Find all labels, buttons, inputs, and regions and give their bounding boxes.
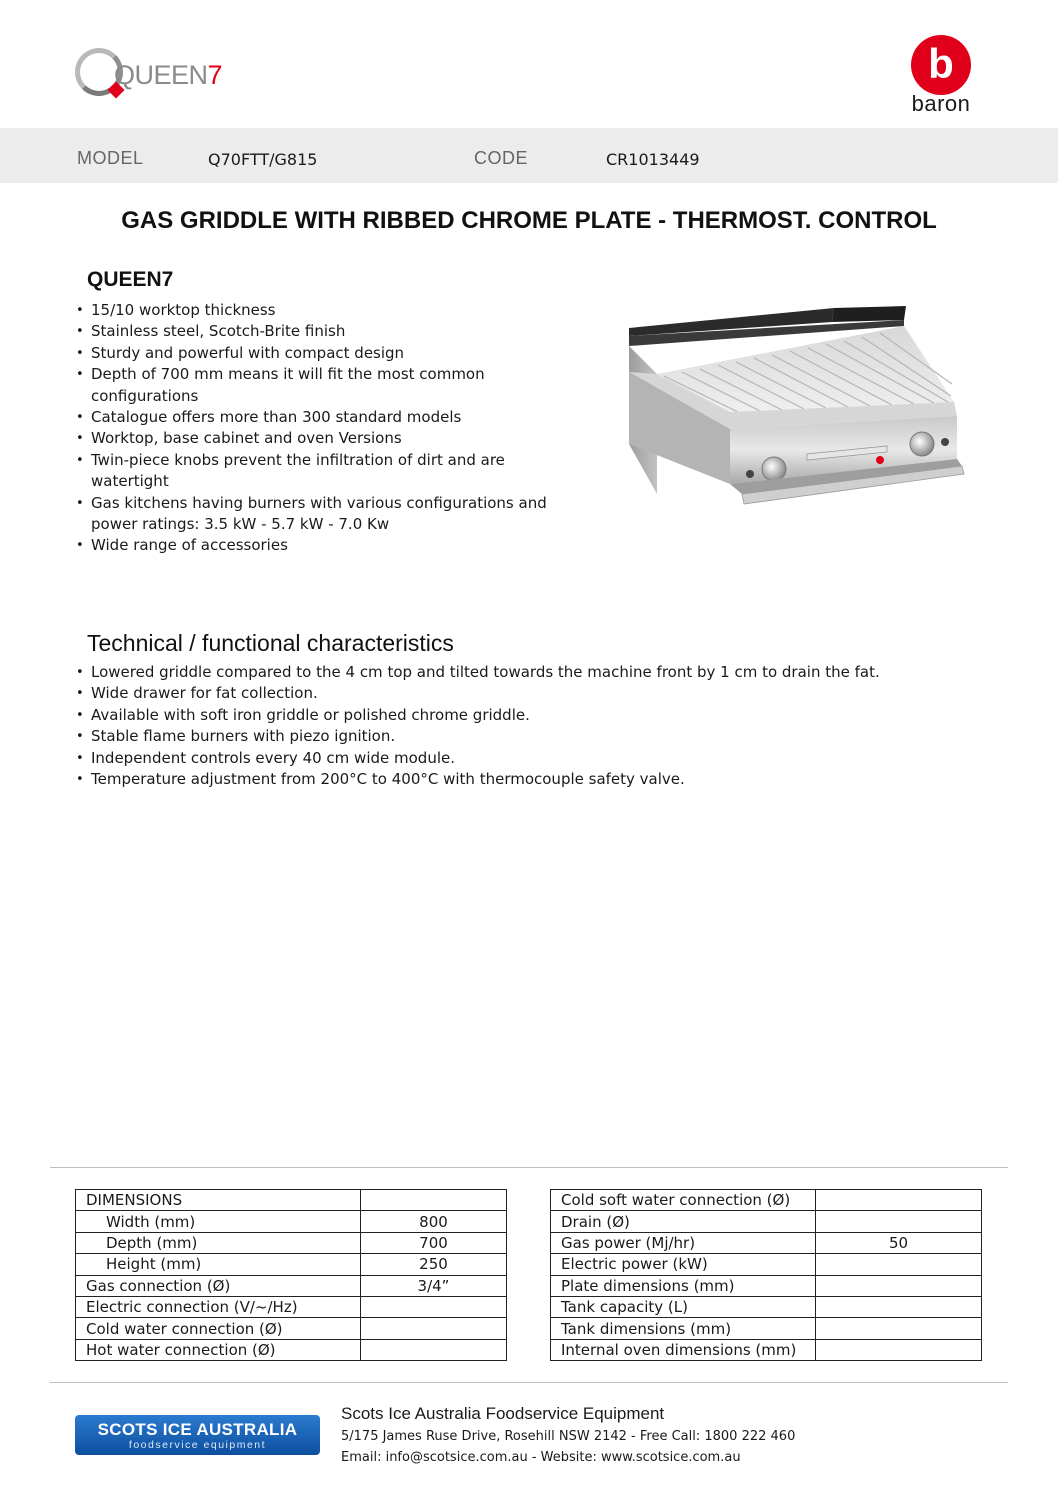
spec-value: [816, 1190, 982, 1211]
spec-value: [361, 1190, 507, 1211]
spec-row: [551, 1296, 982, 1317]
model-value: Q70FTT/G815: [208, 150, 318, 169]
separator-top: [50, 1167, 1008, 1168]
spec-label: Plate dimensions (mm): [551, 1275, 816, 1296]
bullet-item: • Available with soft iron griddle or polished chrome griddle.: [76, 705, 976, 726]
right-knob-icon: [910, 432, 934, 456]
baron-logo-letter: b: [928, 40, 954, 87]
technical-heading: Technical / functional characteristics: [87, 630, 454, 656]
spec-label: Internal oven dimensions (mm): [551, 1339, 816, 1360]
left-knob-icon: [762, 457, 786, 481]
features-list: [76, 300, 566, 557]
spec-label: Drain (Ø): [551, 1211, 816, 1232]
spec-row: [76, 1232, 507, 1253]
bullet-item: • Wide drawer for fat collection.: [76, 683, 976, 704]
spec-label: Electric power (kW): [551, 1254, 816, 1275]
spec-row: [76, 1296, 507, 1317]
spec-label: Cold water connection (Ø): [76, 1318, 361, 1339]
spec-row: [76, 1275, 507, 1296]
spec-value: [816, 1296, 982, 1317]
right-ignition-icon: [941, 438, 949, 446]
technical-list: [76, 662, 976, 790]
spec-value: [361, 1339, 507, 1360]
bullet-item: • Catalogue offers more than 300 standard models: [76, 407, 566, 428]
specs-table-left: [75, 1189, 507, 1361]
spec-value: 250: [361, 1254, 507, 1275]
spec-label: Tank dimensions (mm): [551, 1318, 816, 1339]
brand-badge-icon: [876, 456, 884, 464]
spec-label: Width (mm): [76, 1211, 361, 1232]
spec-row: [551, 1339, 982, 1360]
model-label: MODEL: [77, 148, 144, 168]
baron-logo-text: baron: [911, 91, 971, 116]
spec-value: [361, 1318, 507, 1339]
spec-value: 800: [361, 1211, 507, 1232]
queen7-logo: [72, 44, 232, 106]
spec-row: [76, 1339, 507, 1360]
spec-value: [816, 1275, 982, 1296]
bullet-item: • Temperature adjustment from 200°C to 400°C with thermocouple safety valve.: [76, 769, 976, 790]
spec-value: [816, 1318, 982, 1339]
bullet-item: • Lowered griddle compared to the 4 cm top and tilted towards the machine front by 1 cm to drain the fat.: [76, 662, 976, 683]
spec-row: [551, 1318, 982, 1339]
queen7-logo-text: QUEEN: [114, 60, 208, 90]
separator-bottom: [50, 1382, 1008, 1383]
bullet-item: • Depth of 700 mm means it will fit the most common configurations: [76, 364, 566, 407]
spec-row: [551, 1232, 982, 1253]
footer-contact: Email: info@scotsice.com.au - Website: www.scotsice.com.au: [341, 1450, 741, 1465]
spec-value: [816, 1211, 982, 1232]
footer-company: Scots Ice Australia Foodservice Equipment: [341, 1404, 665, 1423]
spec-label: DIMENSIONS: [76, 1190, 361, 1211]
spec-row: [551, 1190, 982, 1211]
spec-label: Height (mm): [76, 1254, 361, 1275]
spec-row: [76, 1318, 507, 1339]
baron-logo: [906, 35, 976, 115]
spec-label: Electric connection (V/~/Hz): [76, 1296, 361, 1317]
bullet-item: • Wide range of accessories: [76, 535, 566, 556]
spec-label: Hot water connection (Ø): [76, 1339, 361, 1360]
specs-table-right: [550, 1189, 982, 1361]
spec-label: Gas connection (Ø): [76, 1275, 361, 1296]
spec-row: [551, 1211, 982, 1232]
spec-value: 700: [361, 1232, 507, 1253]
spec-row: [551, 1254, 982, 1275]
bullet-item: • 15/10 worktop thickness: [76, 300, 566, 321]
code-label: CODE: [474, 148, 529, 168]
model-bar: [0, 128, 1058, 183]
spec-value: [816, 1254, 982, 1275]
spec-row: [551, 1275, 982, 1296]
spec-row: [76, 1211, 507, 1232]
scots-ice-logo: [75, 1415, 320, 1455]
bullet-item: • Stable flame burners with piezo ignition.: [76, 726, 976, 747]
bullet-item: • Sturdy and powerful with compact design: [76, 343, 566, 364]
scots-logo-line2: foodservice equipment: [128, 1439, 267, 1451]
queen7-logo-seven: 7: [207, 60, 223, 90]
bullet-item: • Stainless steel, Scotch-Brite finish: [76, 321, 566, 342]
left-ignition-icon: [746, 470, 754, 478]
spec-value: 3/4”: [361, 1275, 507, 1296]
spec-value: [816, 1339, 982, 1360]
page-title: GAS GRIDDLE WITH RIBBED CHROME PLATE - THERMOST. CONTROL: [121, 207, 937, 234]
footer-address: 5/175 James Ruse Drive, Rosehill NSW 2142 - Free Call: 1800 222 460: [341, 1429, 796, 1444]
features-heading: QUEEN7: [87, 268, 174, 291]
spec-row: [76, 1190, 507, 1211]
spec-label: Gas power (Mj/hr): [551, 1232, 816, 1253]
spec-value: 50: [816, 1232, 982, 1253]
spec-value: [361, 1296, 507, 1317]
scots-logo-line1: SCOTS ICE AUSTRALIA: [97, 1420, 298, 1439]
bullet-item: • Gas kitchens having burners with various configurations and power ratings: 3.5 kW - 5.7 kW - 7.0 Kw: [76, 493, 566, 536]
bullet-item: • Worktop, base cabinet and oven Versions: [76, 428, 566, 449]
spec-label: Cold soft water connection (Ø): [551, 1190, 816, 1211]
spec-label: Tank capacity (L): [551, 1296, 816, 1317]
spec-label: Depth (mm): [76, 1232, 361, 1253]
product-image: [612, 284, 982, 574]
spec-row: [76, 1254, 507, 1275]
bullet-item: • Independent controls every 40 cm wide module.: [76, 748, 976, 769]
code-value: CR1013449: [606, 150, 700, 169]
bullet-item: • Twin-piece knobs prevent the infiltration of dirt and are watertight: [76, 450, 566, 493]
